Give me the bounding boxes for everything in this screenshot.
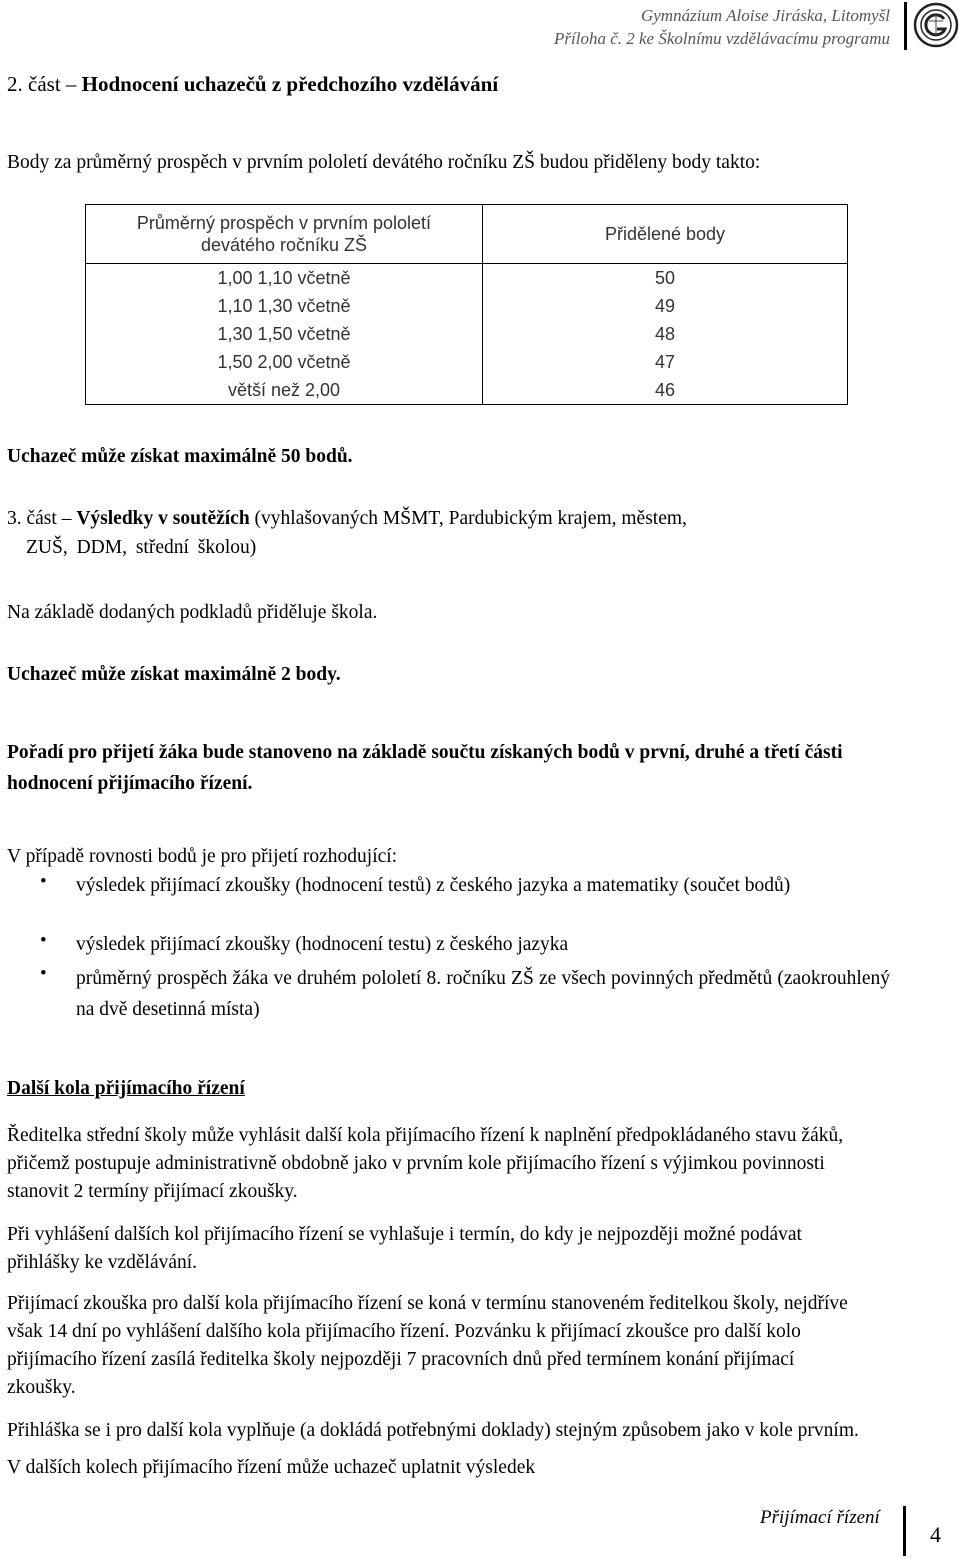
points-table [85,204,848,405]
next-rounds-paragraph-1: Ředitelka střední školy může vyhlásit další kola přijímacího řízení k naplnění předpokládaného stavu žáků, přičemž postupuje administrativně obdobně jako v prvním kole přijímacího řízení s výjimkou povinnosti stanovit 2 termíny přijímací zkoušky. [7,1125,844,1202]
section2-heading: 2. část – Hodnocení uchazečů z předchozího vzdělávání [7,72,499,96]
header-divider [904,2,907,50]
table-row: větší než 2,00 46 [86,376,848,405]
page-header [554,4,890,50]
points-table-header-points: Přidělené body [483,205,848,264]
appendix-note: Příloha č. 2 ke Školnímu vzdělávacímu programu [554,29,890,48]
bullet-icon: • [40,930,47,951]
admission-order: Pořadí pro přijetí žáka bude stanoveno na základě součtu získaných bodů v první, druhé a třetí části hodnocení přijímacího řízení. [7,742,843,794]
section3-heading: 3. část – Výsledky v soutěžích (vyhlašovaných MŠMT, Pardubickým krajem, městem, ZUŠ, DDM, střední školou) [7,504,890,562]
next-rounds-paragraph-4: Přihláška se i pro další kola vyplňuje (a dokládá potřebnými doklady) stejným způsobem jako v kole prvním. V dalších kolech přijímacího řízení může uchazeč uplatnit výsledek [7,1420,859,1478]
page-number: 4 [930,1522,941,1547]
school-logo-icon [913,2,959,48]
table-row: 1,30 1,50 včetně 48 [86,320,848,348]
tie-item-2: výsledek přijímací zkoušky (hodnocení testu) z českého jazyka [76,934,569,955]
section2-number: 2. část [7,72,61,96]
section3-detail-line1: (vyhlašovaných MŠMT, Pardubickým krajem, městem, [254,508,687,529]
bullet-icon: • [40,963,47,984]
tie-item-3: průměrný prospěch žáka ve druhém pololetí 8. ročníku ZŠ ze všech povinných předmětů (zaokrouhlený na dvě desetinná místa) [76,968,890,1020]
tie-item-1: výsledek přijímací zkoušky (hodnocení testů) z českého jazyka a matematiky (součet bodů) [76,875,791,896]
footer-divider [903,1506,906,1556]
section2-intro: Body za průměrný prospěch v prvním pololetí devátého ročníku ZŠ budou přiděleny body takto: [7,152,761,173]
table-row: 1,00 1,10 včetně 50 [86,264,848,293]
section3-max-points: Uchazeč může získat maximálně 2 body. [7,664,341,685]
footer-label: Přijímací řízení [760,1507,880,1528]
bullet-icon: • [40,871,47,892]
school-name: Gymnázium Aloise Jiráska, Litomyšl [640,6,890,25]
points-table-header-average: Průměrný prospěch v prvním pololetí devátého ročníku ZŠ [86,205,483,264]
next-rounds-paragraph-3: Přijímací zkouška pro další kola přijímacího řízení se koná v termínu stanoveném ředitelkou školy, nejdříve však 14 dní po vyhlášení dalšího kola přijímacího řízení. Pozvánku k přijímací zkoušce pro další kolo přijímacího řízení zasílá ředitelka školy nejpozději 7 pracovních dnů před termínem konání přijímací zkoušky. [7,1293,848,1398]
section3-number: 3. část [7,508,57,529]
tie-intro: V případě rovnosti bodů je pro přijetí rozhodující: [7,846,398,867]
section2-max-points: Uchazeč může získat maximálně 50 bodů. [7,446,353,467]
next-rounds-title: Další kola přijímacího řízení [7,1078,245,1099]
table-row: 1,50 2,00 včetně 47 [86,348,848,376]
next-rounds-paragraph-2: Při vyhlášení dalších kol přijímacího řízení se vyhlašuje i termín, do kdy je nejpozději možné podávat přihlášky ke vzdělávání. [7,1224,802,1273]
section3-title: Výsledky v soutěžích [76,508,250,529]
table-row: 1,10 1,30 včetně 49 [86,292,848,320]
section3-detail-line2: ZUŠ, DDM, střední školou) [26,537,257,558]
section2-title: Hodnocení uchazečů z předchozího vzdělávání [81,72,499,96]
section3-body: Na základě dodaných podkladů přiděluje škola. [7,602,378,623]
